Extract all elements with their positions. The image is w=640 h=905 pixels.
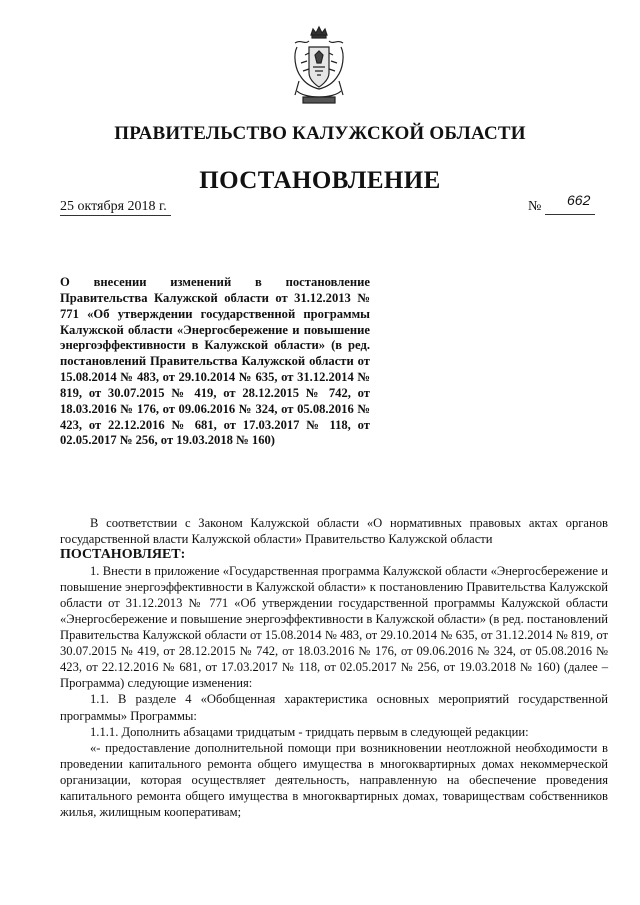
quoted-paragraph: «- предоставление дополнительной помощи при возникновении неотложной необходимости в проведении капитального ремонта общего имущества в многоквартирных домах некоммерческой организации, которая осуществляет деятельность, направленную на обеспечение проведения капитального ремонта общего имущества в многоквартирных домах, товариществам собственников жилья, жилищным кооперативам; xyxy=(60,740,608,819)
item-1-paragraph: 1. Внести в приложение «Государственная программа Калужской области «Энергосбережение и повышение энергоэффективности в Калужской области» к постановлению Правительства Калужской области от 31.12.2013 № 771 «Об утверждении государственной программы Калужской области «Энергосбережение и повышение энергоэффективности в Калужской области» (в ред. постановлений Правительства Калужской области от 15.08.2014 № 483, от 29.10.2014 № 635, от 31.12.2014 № 819, от 30.07.2015 № 419, от 28.12.2015 № 742, от 18.03.2016 № 176, от 09.06.2016 № 324, от 05.08.2016 № 423, от 22.12.2016 № 681, от 17.03.2017 № 118, от 02.05.2017 № 256, от 19.03.2018 № 160) (далее – Программа) следующие изменения: xyxy=(60,564,608,691)
resolution-body xyxy=(60,515,608,820)
resolves-heading: ПОСТАНОВЛЯЕТ: xyxy=(60,547,186,563)
resolution-subject: О внесении изменений в постановление Правительства Калужской области от 31.12.2013 № 771 «Об утверждении государственной программы Калужской области «Энергосбережение и повышение энергоэффективности в Калужской области» (в ред. постановлений Правительства Калужской области от 15.08.2014 № 483, от 29.10.2014 № 635, от 31.12.2014 № 819, от 30.07.2015 № 419, от 28.12.2015 № 742, от 18.03.2016 № 176, от 09.06.2016 № 324, от 05.08.2016 № 423, от 22.12.2016 № 681, от 17.03.2017 № 118, от 02.05.2017 № 256, от 19.03.2018 № 160) xyxy=(60,275,370,448)
document-number-underline xyxy=(545,214,595,215)
preamble-paragraph: В соответствии с Законом Калужской области «О нормативных правовых актах органов государственной власти Калужской области» Правительство Калужской области xyxy=(60,516,608,547)
item-1-1-paragraph: 1.1. В разделе 4 «Обобщенная характеристика основных мероприятий государственной программы» Программы: xyxy=(60,692,608,723)
document-number-label: № xyxy=(528,199,542,214)
government-title: ПРАВИТЕЛЬСТВО КАЛУЖСКОЙ ОБЛАСТИ xyxy=(114,123,526,144)
coat-of-arms-emblem xyxy=(291,25,347,107)
document-type-title: ПОСТАНОВЛЕНИЕ xyxy=(199,167,441,194)
document-number: 662 xyxy=(567,192,591,208)
document-date: 25 октября 2018 г. xyxy=(60,198,171,216)
item-1-1-1-paragraph: 1.1.1. Дополнить абзацами тридцатым - тридцать первым в следующей редакции: xyxy=(90,724,529,739)
